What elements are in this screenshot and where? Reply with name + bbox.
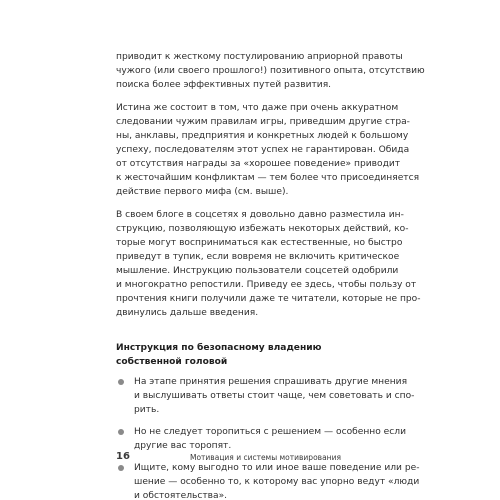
bullet-icon bbox=[118, 465, 124, 471]
list-item bbox=[116, 425, 407, 453]
page-number: 16 bbox=[116, 451, 130, 462]
text-line: от отсутствия награды за «хорошее поведение» приводит bbox=[116, 159, 401, 169]
text-line: и многократно репостили. Приведу ее здесь, чтобы пользу от bbox=[116, 280, 417, 290]
instruction-list bbox=[116, 375, 420, 500]
running-title: Мотивация и системы мотивирования bbox=[190, 453, 341, 462]
paragraph-2 bbox=[116, 101, 420, 199]
text-line: Но не следует торопиться с решением — особенно если bbox=[134, 427, 407, 437]
list-item bbox=[116, 375, 415, 417]
text-line: другие вас торопят. bbox=[134, 441, 232, 451]
text-line: Ищите, кому выгодно то или иное ваше поведение или ре- bbox=[134, 463, 420, 473]
bullet-icon bbox=[118, 379, 124, 385]
text-line: и обстоятельства». bbox=[134, 491, 228, 500]
text-line: следовании чужим правилам игры, приведшим другие стра- bbox=[116, 117, 410, 127]
text-line: торые могут восприниматься как естественные, но быстро bbox=[116, 238, 403, 248]
text-line: рить. bbox=[134, 405, 160, 415]
text-line: приводит к жесткому постулированию априорной правоты bbox=[116, 52, 403, 62]
text-line: прочтения книги получили даже те читатели, которые не про- bbox=[116, 294, 421, 304]
text-line: шение — особенно то, к которому вас упорно ведут «люди bbox=[134, 477, 420, 487]
bullet-icon bbox=[118, 429, 124, 435]
text-line: поиска более эффективных путей развития. bbox=[116, 80, 332, 90]
text-line: чужого (или своего прошлого!) позитивного опыта, отсутствию bbox=[116, 66, 425, 76]
heading-line: собственной головой bbox=[116, 357, 228, 367]
heading-line: Инструкция по безопасному владению bbox=[116, 343, 322, 353]
paragraph-3 bbox=[116, 208, 421, 320]
text-line: и выслушивать ответы стоит чаще, чем советовать и спо- bbox=[134, 391, 415, 401]
section-heading bbox=[116, 341, 388, 369]
text-line: действие первого мифа (см. выше). bbox=[116, 187, 289, 197]
text-line: струкцию, позволяющую избежать некоторых действий, ко- bbox=[116, 224, 409, 234]
page-body bbox=[116, 50, 425, 500]
text-line: В своем блоге в соцсетях я довольно давно разместила ин- bbox=[116, 210, 404, 220]
paragraph-1 bbox=[116, 50, 425, 92]
text-line: Истина же состоит в том, что даже при очень аккуратном bbox=[116, 103, 399, 113]
text-line: На этапе принятия решения спрашивать другие мнения bbox=[134, 377, 408, 387]
list-item bbox=[116, 461, 420, 500]
text-line: ны, анклавы, предприятия и конкретных людей к большому bbox=[116, 131, 409, 141]
text-line: приведут в тупик, если вовремя не включить критическое bbox=[116, 252, 400, 262]
text-line: успеху, последователям этот успех не гарантирован. Обида bbox=[116, 145, 410, 155]
text-line: мышление. Инструкцию пользователи соцсетей одобрили bbox=[116, 266, 399, 276]
text-line: двинулись дальше введения. bbox=[116, 308, 259, 318]
text-line: к жесточайшим конфликтам — тем более что присоединяется bbox=[116, 173, 420, 183]
